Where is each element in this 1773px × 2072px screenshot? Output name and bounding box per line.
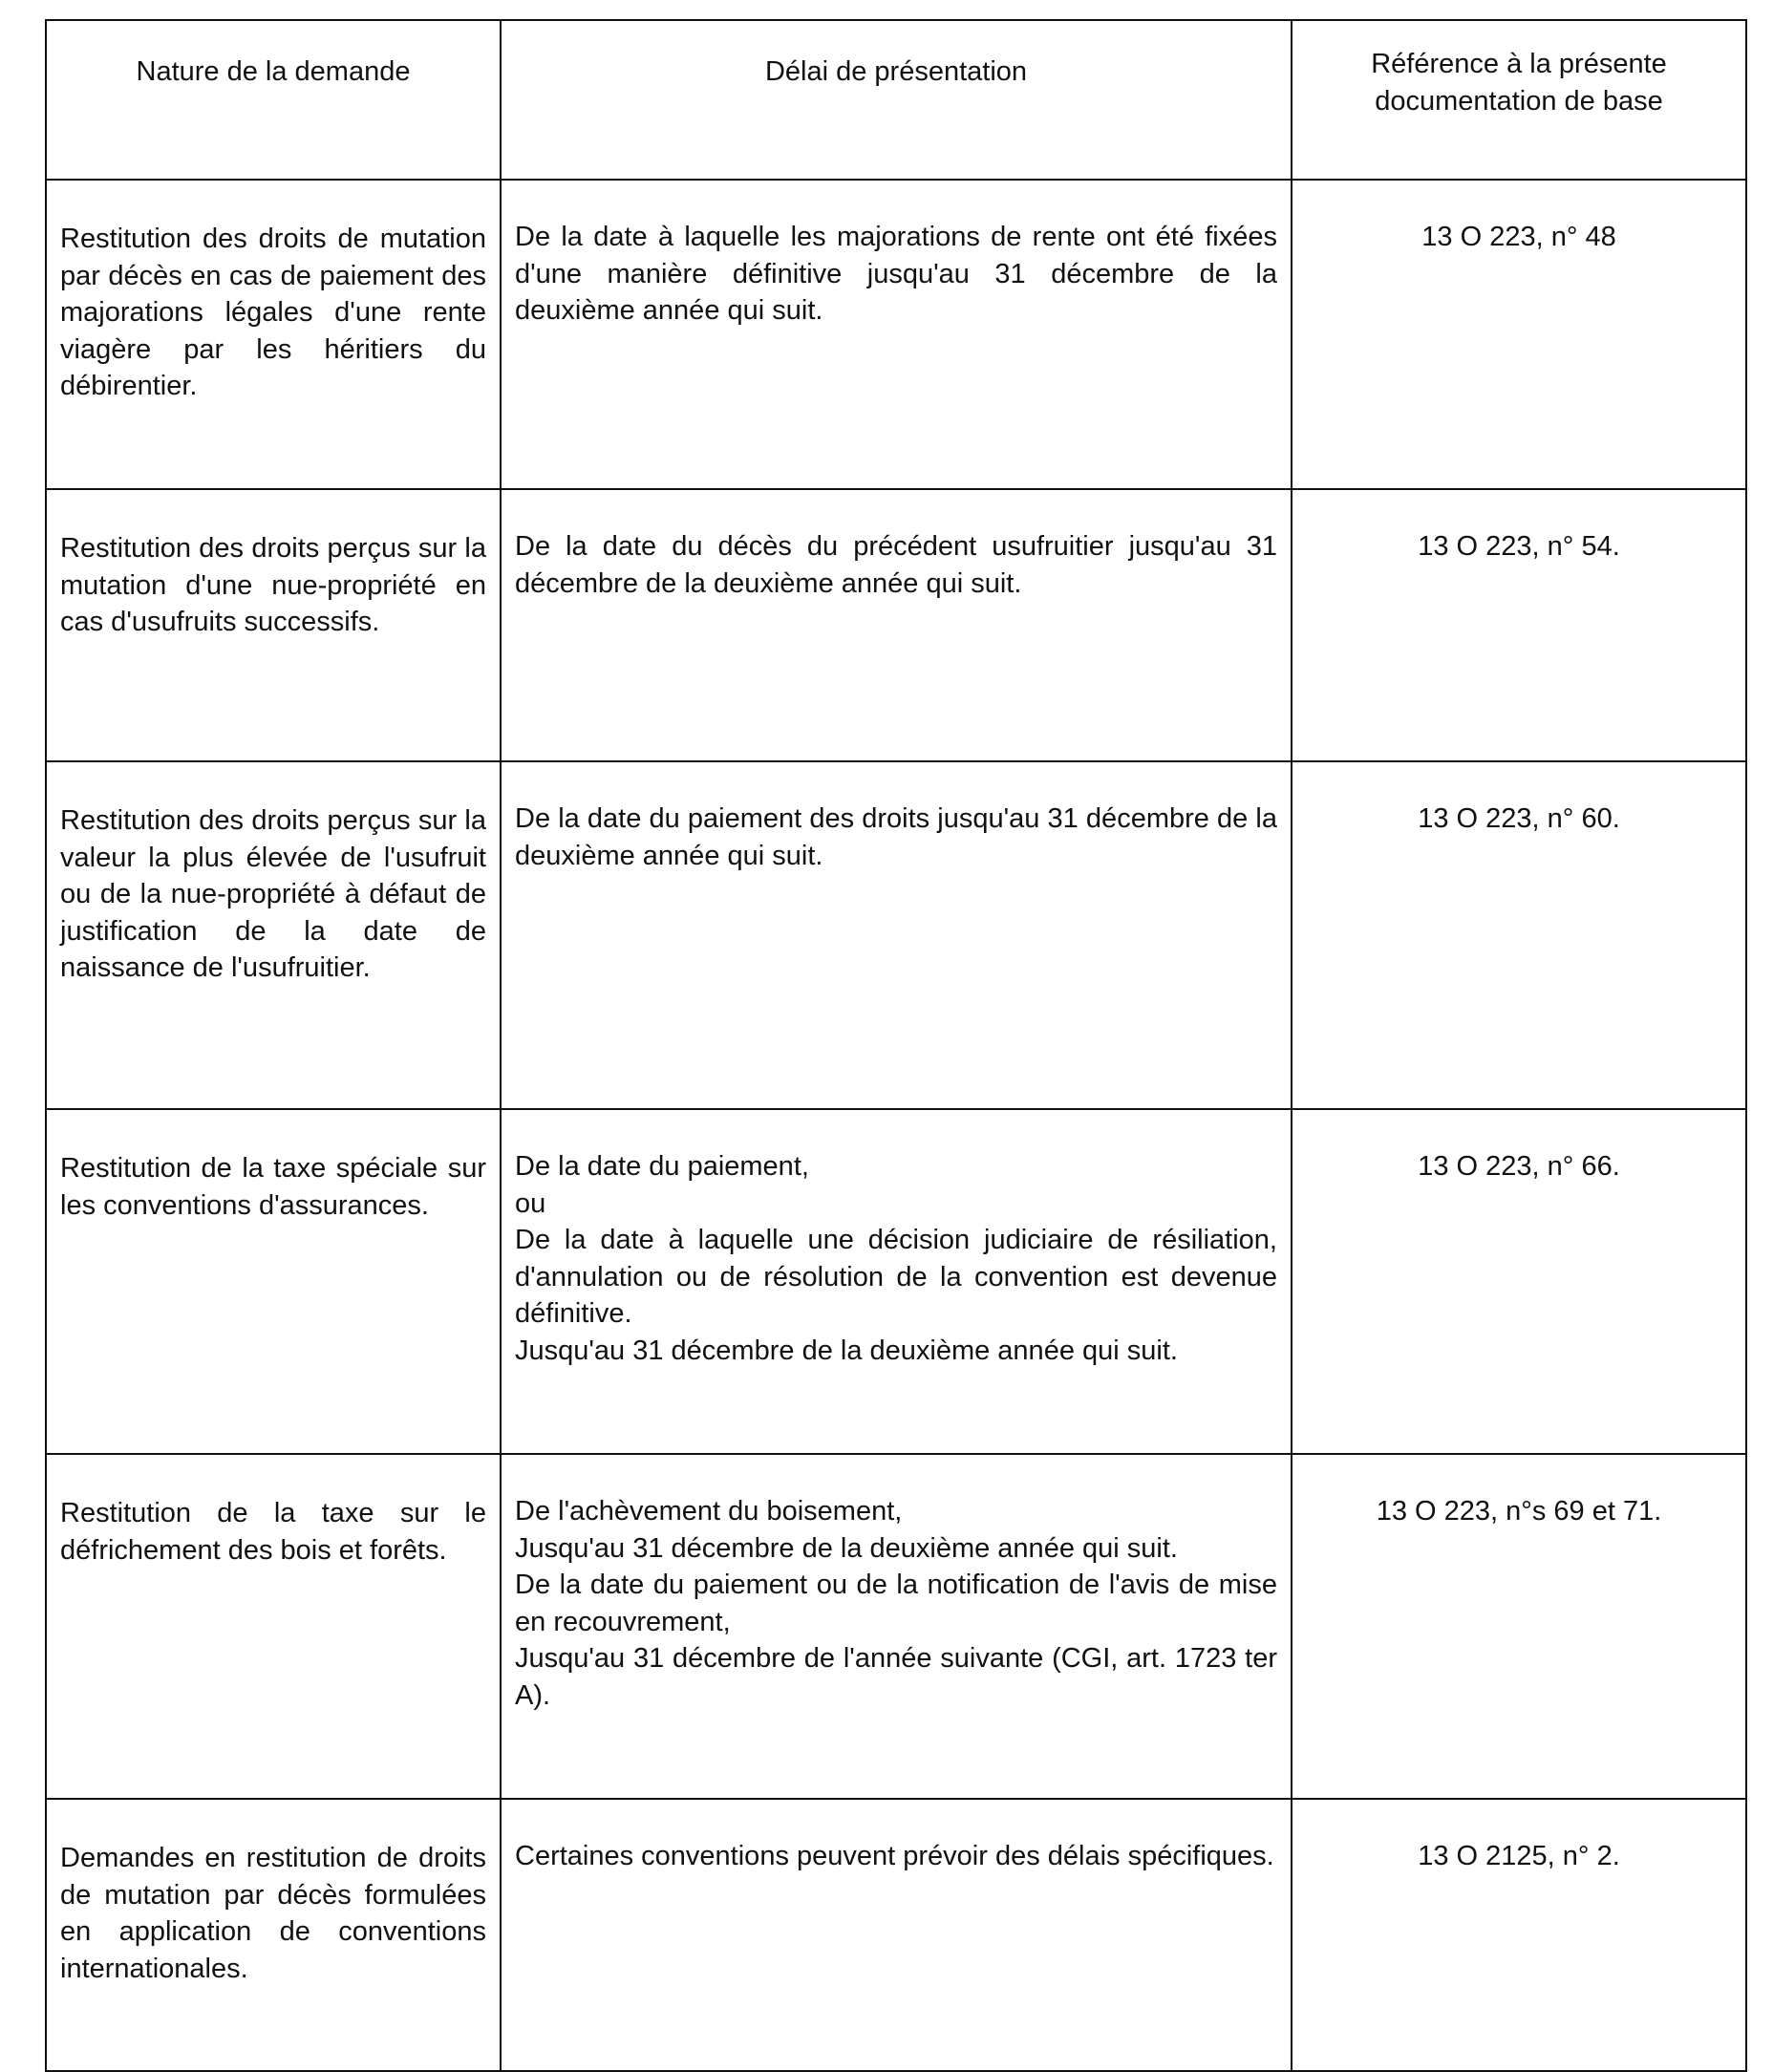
delai-cell <box>501 180 1292 489</box>
header-reference-line2: documentation de base <box>1375 85 1663 117</box>
header-nature: Nature de la demande <box>46 20 501 180</box>
nature-cell: Demandes en restitution de droits de mutation par décès formulées en application de conventions internationales. <box>46 1799 501 2071</box>
header-delai: Délai de présentation <box>501 20 1292 180</box>
delai-line: De l'achèvement du boisement, <box>515 1496 903 1527</box>
delai-line: De la date du paiement des droits jusqu'au 31 décembre de la deuxième année qui suit. <box>515 803 1277 871</box>
delai-line: De la date du décès du précédent usufruitier jusqu'au 31 décembre de la deuxième année qui suit. <box>515 531 1277 599</box>
nature-cell: Restitution de la taxe sur le défrichement des bois et forêts. <box>46 1454 501 1799</box>
table-row <box>46 761 1746 1109</box>
delai-line: De la date à laquelle une décision judiciaire de résiliation, d'annulation ou de résolution de la convention est devenue définitive. <box>515 1225 1277 1329</box>
delai-cell <box>501 1799 1292 2071</box>
nature-cell: Restitution des droits perçus sur la mutation d'une nue-propriété en cas d'usufruits successifs. <box>46 489 501 761</box>
delai-line: Jusqu'au 31 décembre de l'année suivante (CGI, art. 1723 ter A). <box>515 1643 1277 1711</box>
table-row <box>46 489 1746 761</box>
header-reference <box>1292 20 1746 180</box>
delai-line: ou <box>515 1187 546 1219</box>
reference-cell: 13 O 223, n° 60. <box>1292 761 1746 1109</box>
delai-cell <box>501 1109 1292 1454</box>
delai-cell <box>501 1454 1292 1799</box>
table-row <box>46 180 1746 489</box>
reference-cell: 13 O 223, n°s 69 et 71. <box>1292 1454 1746 1799</box>
delai-cell <box>501 489 1292 761</box>
reference-cell: 13 O 223, n° 66. <box>1292 1109 1746 1454</box>
delai-cell <box>501 761 1292 1109</box>
delai-line: De la date du paiement, <box>515 1151 809 1182</box>
table-row <box>46 1454 1746 1799</box>
delai-line: Jusqu'au 31 décembre de la deuxième année qui suit. <box>515 1532 1178 1564</box>
reference-cell: 13 O 223, n° 54. <box>1292 489 1746 761</box>
reference-cell: 13 O 223, n° 48 <box>1292 180 1746 489</box>
header-reference-line1: Référence à la présente <box>1371 49 1667 79</box>
nature-cell: Restitution de la taxe spéciale sur les conventions d'assurances. <box>46 1109 501 1454</box>
reference-cell: 13 O 2125, n° 2. <box>1292 1799 1746 2071</box>
nature-cell: Restitution des droits perçus sur la valeur la plus élevée de l'usufruit ou de la nue-propriété à défaut de justification de la date de naissance de l'usufruitier. <box>46 761 501 1109</box>
table-row <box>46 1799 1746 2071</box>
delai-line: Jusqu'au 31 décembre de la deuxième année qui suit. <box>515 1335 1178 1366</box>
delai-line: De la date à laquelle les majorations de rente ont été fixées d'une manière définitive jusqu'au 31 décembre de la deuxième année qui suit. <box>515 222 1277 326</box>
table-header-row <box>46 20 1746 180</box>
delai-line: Certaines conventions peuvent prévoir des délais spécifiques. <box>515 1841 1274 1871</box>
nature-cell: Restitution des droits de mutation par décès en cas de paiement des majorations légales d'une rente viagère par les héritiers du débirentier. <box>46 180 501 489</box>
delai-line: De la date du paiement ou de la notification de l'avis de mise en recouvrement, <box>515 1570 1277 1637</box>
restitution-deadlines-table <box>45 19 1747 2072</box>
table-row <box>46 1109 1746 1454</box>
